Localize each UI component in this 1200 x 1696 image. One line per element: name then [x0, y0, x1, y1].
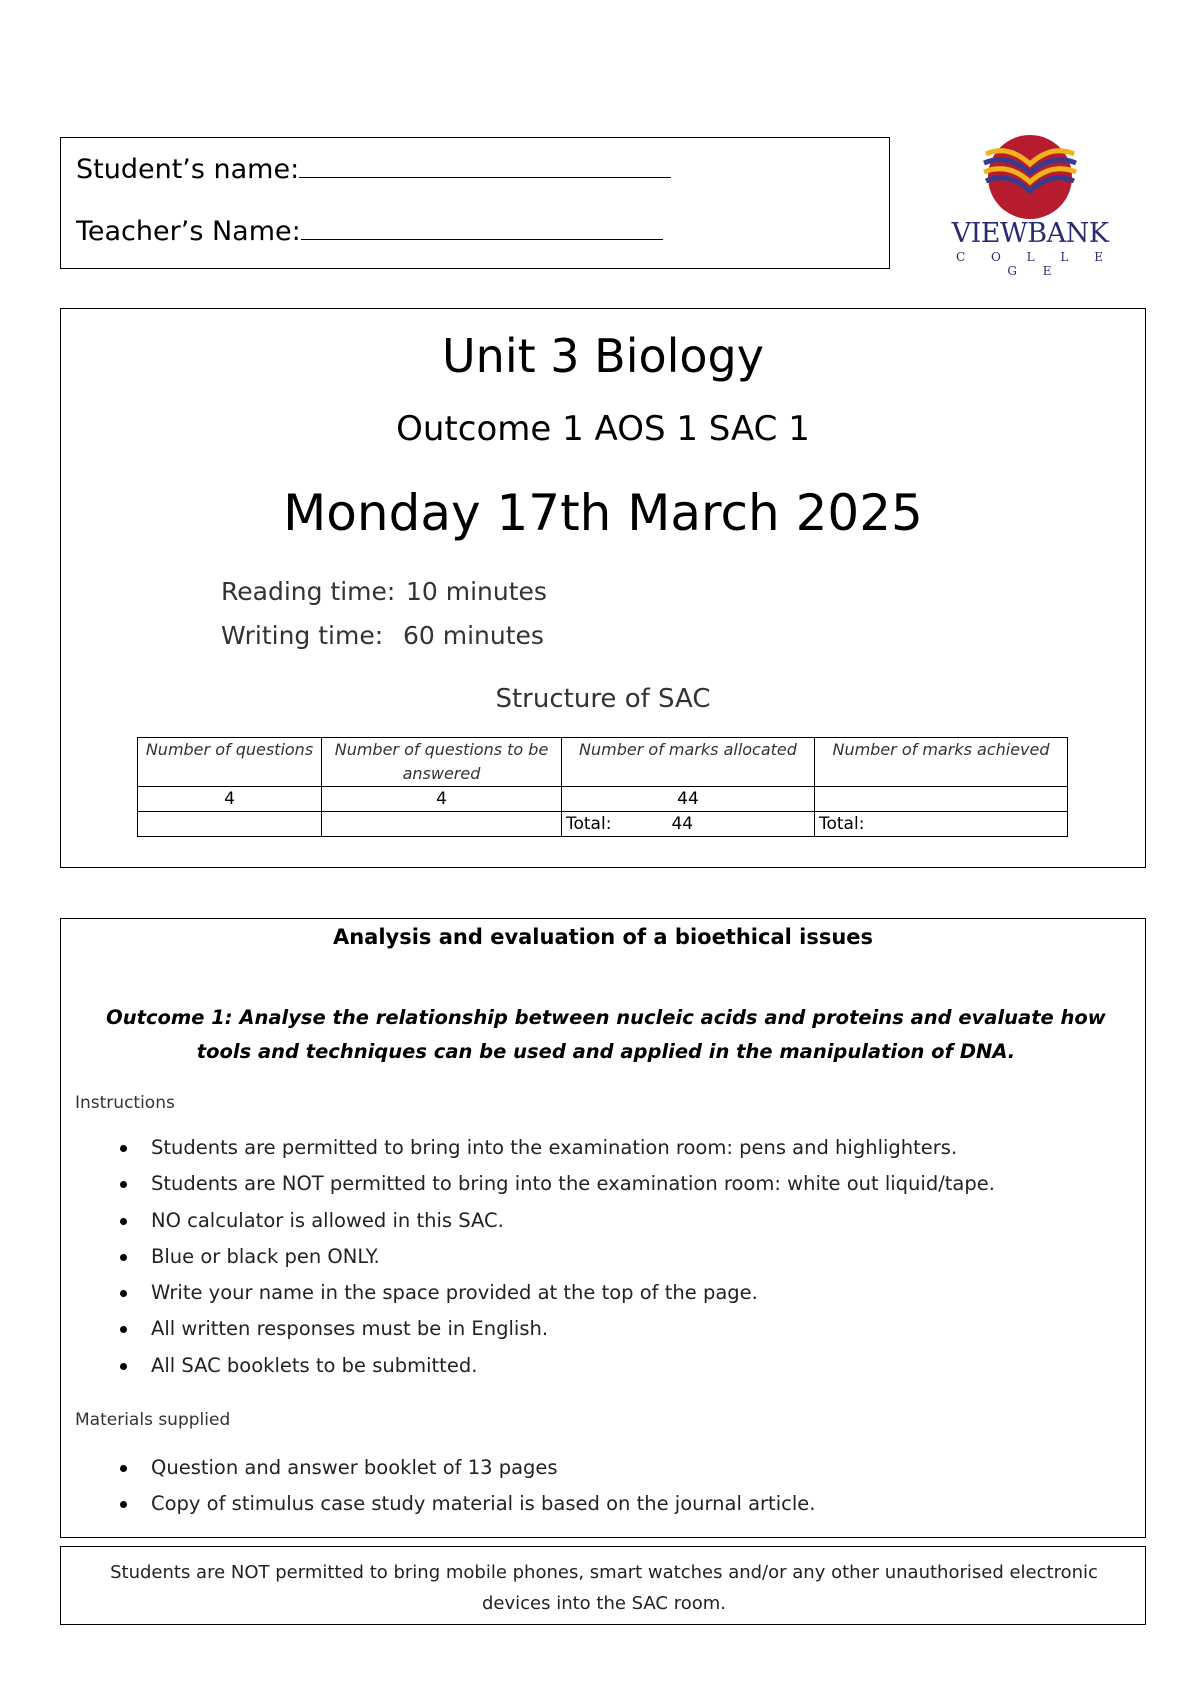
- instructions-label: Instructions: [75, 1093, 175, 1113]
- device-notice-box: [60, 1546, 1146, 1625]
- teacher-name-blank[interactable]: [301, 219, 663, 240]
- table-header-cell: Number of questions to be answered: [322, 738, 562, 787]
- page-subtitle: Outcome 1 AOS 1 SAC 1: [396, 409, 810, 449]
- structure-title: Structure of SAC: [495, 684, 711, 714]
- table-cell: 4: [138, 787, 322, 812]
- table-cell: [322, 812, 562, 837]
- reading-time-row: [221, 577, 547, 606]
- list-item: Blue or black pen ONLY.: [115, 1242, 995, 1278]
- teacher-name-field[interactable]: [76, 216, 663, 247]
- logo-emblem-icon: [978, 134, 1082, 220]
- table-cell: [138, 812, 322, 837]
- student-name-label: Student’s name:: [76, 154, 300, 185]
- table-header-cell: Number of questions: [138, 738, 322, 787]
- college-logo: [940, 134, 1120, 278]
- instructions-list: [115, 1133, 995, 1387]
- table-total-row: [138, 812, 1068, 837]
- name-box: [60, 137, 890, 269]
- table-header-cell: Number of marks allocated: [562, 738, 815, 787]
- materials-label: Materials supplied: [75, 1410, 231, 1430]
- list-item: Students are NOT permitted to bring into the examination room: white out liquid/tape.: [115, 1169, 995, 1205]
- list-item: All written responses must be in English.: [115, 1314, 995, 1350]
- list-item: Question and answer booklet of 13 pages: [115, 1453, 815, 1489]
- page-title: Unit 3 Biology: [442, 329, 764, 383]
- total-achieved-cell[interactable]: [815, 812, 1068, 837]
- writing-time-row: [221, 621, 544, 650]
- materials-list: [115, 1453, 815, 1526]
- student-name-blank[interactable]: [299, 157, 671, 178]
- section-heading: Analysis and evaluation of a bioethical issues: [332, 925, 874, 949]
- title-box: [60, 308, 1146, 868]
- logo-name: VIEWBANK: [951, 218, 1109, 249]
- list-item: Copy of stimulus case study material is based on the journal article.: [115, 1489, 815, 1525]
- writing-time-value: 60 minutes: [403, 621, 544, 650]
- list-item: All SAC booklets to be submitted.: [115, 1351, 995, 1387]
- logo-subtitle: C O L L E G E: [956, 250, 1114, 278]
- table-cell: 44: [562, 787, 815, 812]
- writing-time-label: Writing time:: [221, 621, 384, 650]
- teacher-name-label: Teacher’s Name:: [76, 216, 301, 247]
- list-item: NO calculator is allowed in this SAC.: [115, 1206, 995, 1242]
- marks-achieved-cell[interactable]: [815, 787, 1068, 812]
- list-item: Students are permitted to bring into the examination room: pens and highlighters.: [115, 1133, 995, 1169]
- table-cell: 4: [322, 787, 562, 812]
- total-allocated-cell: [562, 812, 815, 837]
- total-achieved-label: Total:: [819, 814, 865, 834]
- total-allocated-value: 44: [671, 814, 694, 834]
- list-item: Write your name in the space provided at the top of the page.: [115, 1278, 995, 1314]
- table-header-row: [138, 738, 1068, 787]
- total-label: Total:: [566, 814, 612, 834]
- student-name-field[interactable]: [76, 154, 671, 185]
- exam-date: Monday 17th March 2025: [283, 484, 923, 542]
- table-header-cell: Number of marks achieved: [815, 738, 1068, 787]
- structure-table: [137, 737, 1068, 837]
- table-row: [138, 787, 1068, 812]
- device-notice: Students are NOT permitted to bring mobile phones, smart watches and/or any other unauthorised electronic devices into the SAC room.: [110, 1562, 1098, 1614]
- reading-time-label: Reading time:: [221, 577, 396, 606]
- instructions-box: [60, 918, 1146, 1538]
- outcome-statement: Outcome 1: Analyse the relationship between nucleic acids and proteins and evaluate how tools and techniques can be used and applied in the manipulation of DNA.: [106, 1006, 1106, 1063]
- reading-time-value: 10 minutes: [406, 577, 547, 606]
